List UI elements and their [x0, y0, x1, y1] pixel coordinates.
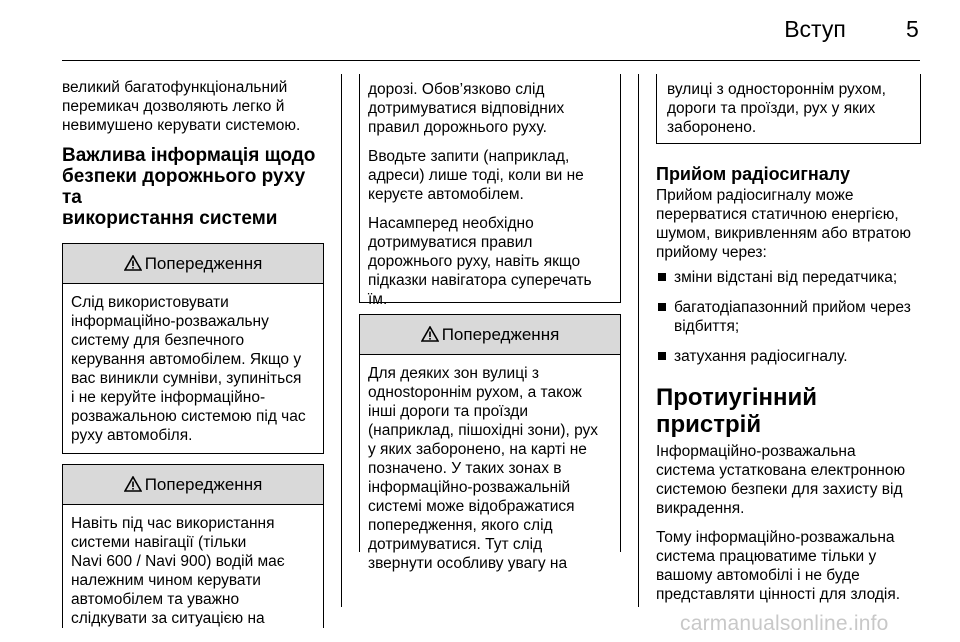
warning-triangle-icon	[124, 255, 142, 271]
warning-triangle-icon	[421, 326, 439, 342]
paragraph: Насамперед необхідно дотримуватися правил дорожнього руху, навіть якщо підказки навігатора суперечать їм.	[368, 215, 592, 308]
bullet-square-icon	[658, 352, 666, 360]
antitheft-paragraph: Тому інформаційно-розважальна система працюватиме тільки у вашому автомобілі і не буде представляти цінності для злодія.	[656, 529, 901, 603]
warning-box-header	[63, 244, 323, 284]
list-item-text: затухання радіосигналу.	[674, 348, 848, 365]
warning-box-1	[62, 243, 324, 454]
paragraph: Вводьте запити (наприклад, адреси) лише тоді, коли ви не керуєте автомобілем.	[368, 148, 584, 203]
radio-intro: Прийом радіосигналу може перерватися статичною енергією, шумом, викривленням або втратою прийому через:	[656, 187, 912, 261]
list-item	[656, 268, 921, 287]
list-item	[656, 298, 921, 336]
warning-box-header	[360, 315, 620, 355]
safety-heading: Важлива інформація щодо безпеки дорожнього руху та використання системи	[62, 145, 316, 229]
warning-text: Навіть під час використання системи навігації (тільки Navi 600 / Navi 900) водій має належним чином керувати автомобілем та уважно слідкувати за ситуацією на	[71, 515, 285, 627]
warning-title: Попередження	[144, 475, 263, 494]
column-divider-2	[638, 74, 639, 607]
list-item-text: зміни відстані від передатчика;	[674, 269, 898, 286]
radio-bullet-list	[656, 268, 921, 366]
warning-title: Попередження	[441, 325, 560, 344]
column-divider-1	[341, 74, 342, 607]
continued-text: вулиці з одностороннім рухом, дороги та проїзди, рух у яких заборонено.	[667, 81, 886, 136]
warning-box-3	[359, 314, 621, 572]
column-1	[62, 78, 324, 628]
intro-paragraph: великий багатофункціональний перемикач дозволяють легко й невимушено керувати системою.	[62, 79, 301, 134]
warning-text: Слід використовувати інформаційно-розважальну систему для безпечного керування автомобілем. Якщо у вас виникли сумніви, зупиніться і не керуйте інформаційно- розважальною системою під час руху автомобіля.	[71, 294, 306, 444]
list-item	[656, 347, 921, 366]
warning-box-continued	[359, 74, 621, 308]
header-rule	[62, 60, 920, 61]
bullet-square-icon	[658, 273, 666, 281]
antitheft-paragraph: Інформаційно-розважальна система устаткована електронною системою безпеки для захисту від викрадення.	[656, 443, 906, 517]
list-item-text: багатодіапазонний прийом через відбиття;	[674, 299, 911, 335]
page-number: 5	[906, 16, 919, 42]
antitheft-heading: Протиугінний пристрій	[656, 384, 817, 438]
bullet-square-icon	[658, 303, 666, 311]
warning-box-continued	[656, 74, 921, 144]
warning-triangle-icon	[124, 476, 142, 492]
column-2	[359, 74, 621, 572]
radio-heading: Прийом радіосигналу	[656, 164, 850, 184]
page-header-title: Вступ	[784, 16, 846, 42]
warning-box-header	[63, 465, 323, 505]
warning-box-2	[62, 464, 324, 628]
continued-text: дорозі. Обов’язково слід дотримуватися відповідних правил дорожнього руху.	[368, 81, 565, 136]
warning-text: Для деяких зон вулиці з однostороннім рухом, а також інші дороги та проїзди (наприклад, пішохідні зони), рух у яких заборонено, на карті не позначено. У таких зонах в інформаційно-розважальній системі може відображатися попередження, якого слід дотримуватися. Тут слід звернути особливу увагу на	[368, 365, 599, 572]
watermark: carmanualsonline.info	[680, 612, 889, 635]
column-3	[656, 74, 921, 614]
warning-title: Попередження	[144, 254, 263, 273]
